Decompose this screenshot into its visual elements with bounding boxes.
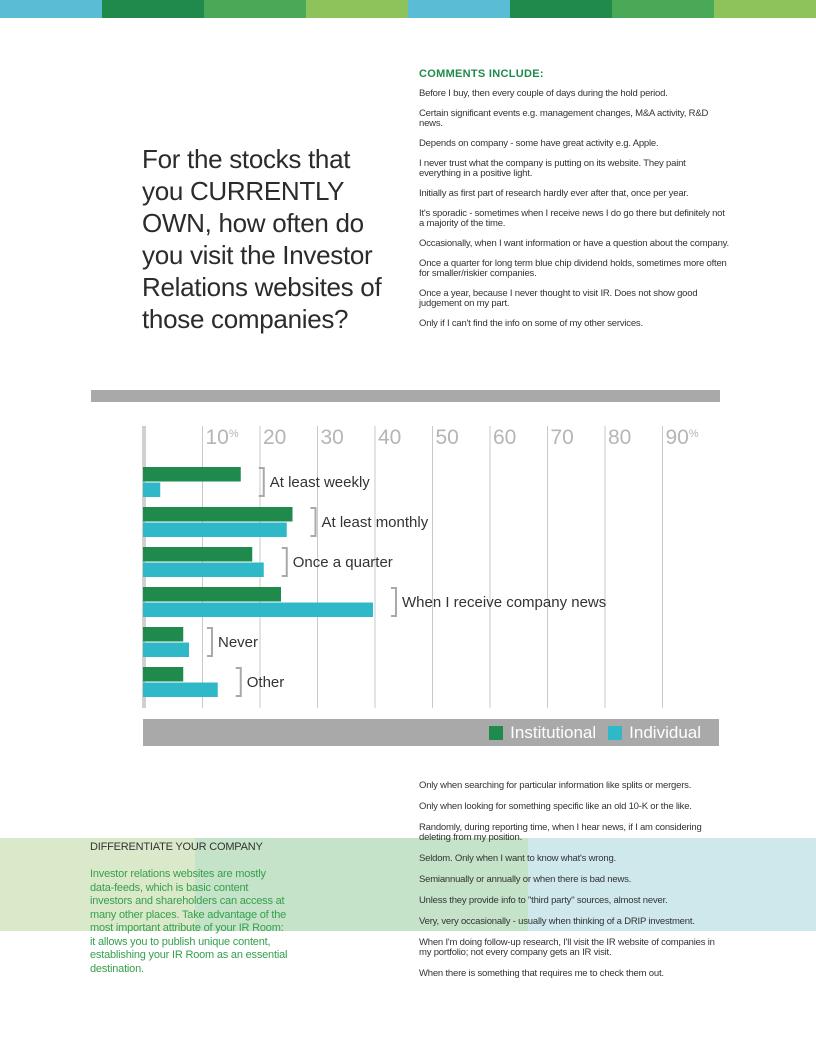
chart-legend bbox=[143, 719, 719, 746]
x-tick-label: 60 bbox=[493, 426, 517, 449]
x-tick-label: 80 bbox=[608, 426, 632, 449]
comment-item: I never trust what the company is putting on its website. They paint everything in a positive light. bbox=[419, 158, 686, 179]
bar-institutional bbox=[143, 627, 183, 642]
comment-item: Only when searching for particular information like splits or mergers. bbox=[419, 780, 692, 791]
comments-bottom-section bbox=[419, 781, 729, 990]
comment-item: Seldom. Only when I want to know what's wrong. bbox=[419, 853, 616, 864]
comment-item: When I'm doing follow-up research, I'll visit the IR website of companies in my portfolio; not every company gets an IR visit. bbox=[419, 937, 715, 958]
x-tick-label: 30 bbox=[320, 426, 344, 449]
bar-institutional bbox=[143, 467, 241, 482]
legend-swatch-institutional bbox=[489, 726, 503, 740]
category-bracket bbox=[391, 588, 396, 616]
category-label: Never bbox=[218, 634, 259, 651]
bar-individual bbox=[143, 643, 189, 658]
x-tick-label: 40 bbox=[378, 426, 402, 449]
x-tick-label: 50 bbox=[435, 426, 459, 449]
callout-heading: DIFFERENTIATE YOUR COMPANY bbox=[90, 841, 263, 853]
category-label: Other bbox=[246, 674, 285, 691]
comment-item: Unless they provide info to "third party" sources, almost never. bbox=[419, 895, 668, 906]
bar-individual bbox=[143, 683, 218, 698]
x-tick-label: 90% bbox=[665, 426, 699, 449]
comment-item: Depends on company - some have great activity e.g. Apple. bbox=[419, 138, 659, 149]
bar-individual bbox=[143, 483, 160, 498]
comment-item: Once a quarter for long term blue chip dividend holds, sometimes more often for smaller/riskier companies. bbox=[419, 258, 727, 279]
legend-swatch-individual bbox=[608, 726, 622, 740]
differentiate-callout bbox=[90, 841, 290, 976]
category-label: Once a quarter bbox=[292, 554, 393, 571]
comment-item: Only if I can't find the info on some of my other services. bbox=[419, 318, 643, 329]
comment-item: Occasionally, when I want information or have a question about the company. bbox=[419, 238, 729, 249]
bar-individual bbox=[143, 523, 287, 538]
category-label: At least monthly bbox=[321, 514, 429, 531]
bar-institutional bbox=[143, 667, 183, 682]
category-label: At least weekly bbox=[269, 474, 370, 491]
comment-item: When there is something that requires me to check them out. bbox=[419, 968, 664, 979]
bar-individual bbox=[143, 563, 264, 578]
comment-item: Only when looking for something specific like an old 10-K or the like. bbox=[419, 801, 692, 812]
bar-institutional bbox=[143, 507, 293, 522]
bar-individual bbox=[143, 603, 373, 618]
callout-body: Investor relations websites are mostly data-feeds, which is basic content investors and shareholders can access at many other places. Take advantage of the most important attribute of your IR Room: it allows you to publish unique content, establishing your IR Room as an essential destination. bbox=[90, 868, 288, 975]
legend-item-individual bbox=[608, 723, 701, 743]
comment-item: Certain significant events e.g. management changes, M&A activity, R&D news. bbox=[419, 108, 709, 129]
comment-item: Very, very occasionally - usually when thinking of a DRIP investment. bbox=[419, 916, 695, 927]
survey-question: For the stocks that you CURRENTLY OWN, how often do you visit the Investor Relations websites of those companies? bbox=[142, 144, 382, 334]
category-bracket bbox=[207, 628, 212, 656]
category-label: When I receive company news bbox=[402, 594, 607, 611]
comment-item: It's sporadic - sometimes when I receive news I do go there but definitely not a majority of the time. bbox=[419, 208, 725, 229]
legend-item-institutional bbox=[489, 723, 596, 743]
comment-item: Once a year, because I never thought to visit IR. Does not show good judgement on my part. bbox=[419, 288, 698, 309]
comment-item: Semiannually or annually or when there is bad news. bbox=[419, 874, 632, 885]
comment-item: Randomly, during reporting time, when I hear news, if I am considering deleting from my position. bbox=[419, 822, 702, 843]
category-bracket bbox=[282, 548, 287, 576]
comment-item: Before I buy, then every couple of days during the hold period. bbox=[419, 88, 668, 99]
legend-label: Individual bbox=[629, 722, 701, 742]
legend-label: Institutional bbox=[510, 722, 597, 742]
bar-institutional bbox=[143, 587, 281, 602]
x-tick-label: 10% bbox=[205, 426, 239, 449]
x-tick-label: 70 bbox=[550, 426, 574, 449]
category-bracket bbox=[236, 668, 241, 696]
comment-item: Initially as first part of research hardly ever after that, once per year. bbox=[419, 188, 689, 199]
category-bracket bbox=[311, 508, 316, 536]
x-tick-label: 20 bbox=[263, 426, 287, 449]
bar-institutional bbox=[143, 547, 252, 562]
comments-heading: COMMENTS INCLUDE: bbox=[419, 68, 544, 80]
